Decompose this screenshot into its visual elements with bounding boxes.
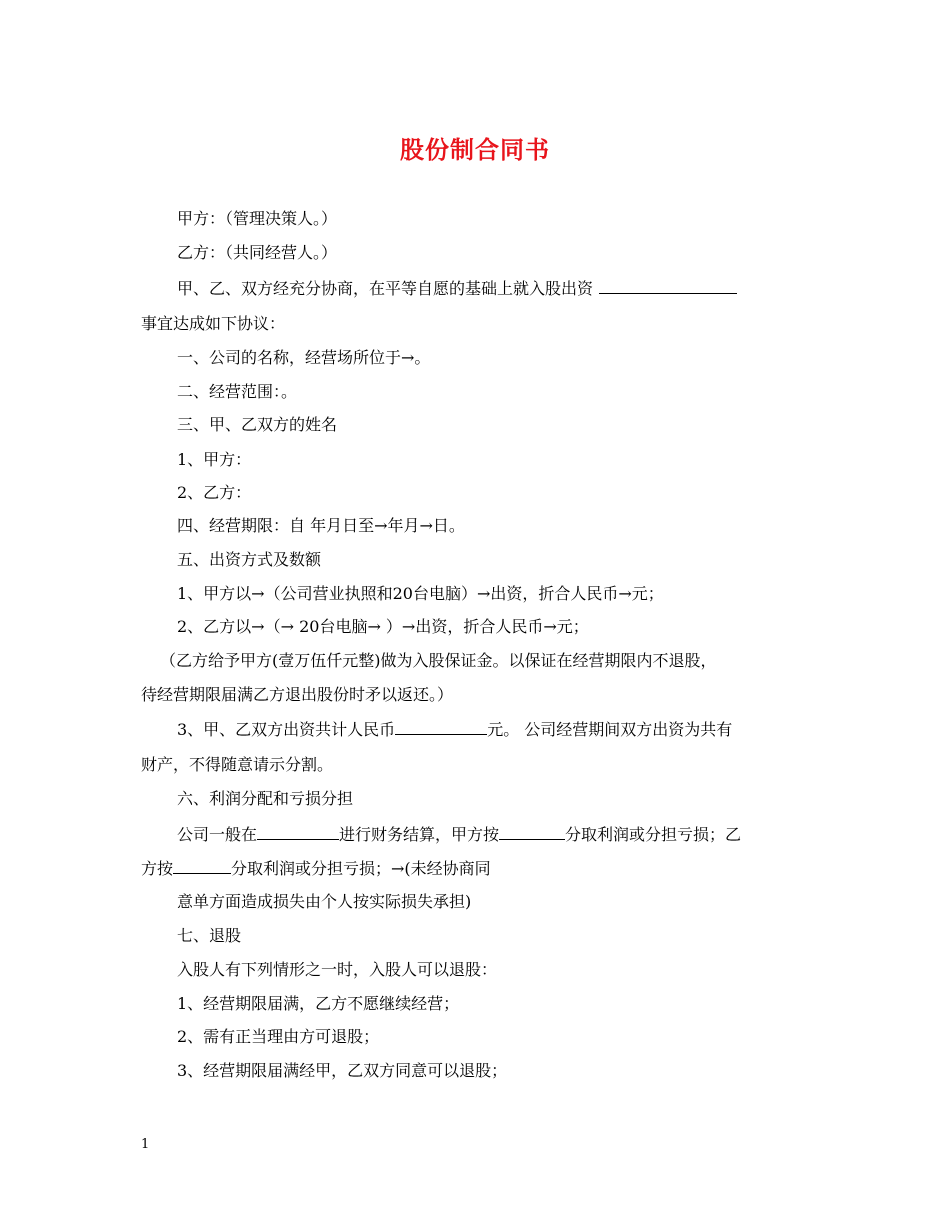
settlement-period-blank bbox=[257, 823, 339, 840]
clause-2: 二、经营范围：。 bbox=[177, 382, 298, 401]
party-b-share-blank bbox=[173, 857, 231, 874]
intro-paragraph-line1 bbox=[177, 277, 737, 300]
intro-text: 甲、乙、双方经充分协商，在平等自愿的基础上就入股出资 bbox=[177, 279, 594, 298]
clause-7-item-3: 3、经营期限届满经甲，乙双方同意可以退股； bbox=[177, 1061, 508, 1080]
settlement-text-2: 进行财务结算，甲方按 bbox=[339, 825, 500, 844]
total-capital-text: 3、甲、乙双方出资共计人民币 bbox=[177, 720, 396, 739]
page-number: 1 bbox=[141, 1137, 150, 1152]
clause-6-body-line1 bbox=[177, 823, 741, 846]
total-capital-text-2: 元。 公司经营期间双方出资为共有 bbox=[487, 720, 733, 739]
total-capital-blank bbox=[395, 718, 487, 735]
clause-1: 一、公司的名称，经营场所位于→。 bbox=[177, 348, 431, 367]
clause-7-heading: 七、退股 bbox=[177, 926, 242, 945]
clause-3-heading: 三、甲、乙双方的姓名 bbox=[177, 415, 338, 434]
deposit-note-line1: （乙方给予甲方(壹万伍仟元整)做为入股保证金。以保证在经营期限内不退股， bbox=[160, 651, 717, 670]
party-a-share-blank bbox=[499, 823, 565, 840]
settlement-text-1: 公司一般在 bbox=[177, 825, 258, 844]
clause-7-item-2: 2、需有正当理由方可退股； bbox=[177, 1027, 380, 1046]
intro-paragraph-line2: 事宜达成如下协议： bbox=[141, 314, 286, 333]
clause-7-intro: 入股人有下列情形之一时，入股人可以退股： bbox=[177, 960, 498, 979]
party-b-line: 乙方：（共同经营人。） bbox=[177, 243, 338, 262]
clause-6-body-line3: 意单方面造成损失由个人按实际损失承担) bbox=[177, 892, 472, 911]
document-title: 股份制合同书 bbox=[400, 135, 550, 164]
clause-3-item-1: 1、甲方： bbox=[177, 450, 252, 469]
clause-5-item-3-line1 bbox=[177, 718, 732, 741]
party-a-line: 甲方：（管理决策人。） bbox=[177, 209, 338, 228]
clause-5-item-1: 1、甲方以→（公司营业执照和20台电脑）→出资，折合人民币→元； bbox=[177, 584, 664, 603]
clause-5-item-2: 2、乙方以→（→ 20台电脑→ ）→出资，折合人民币→元； bbox=[177, 617, 589, 636]
party-b-share-text-1: 方按 bbox=[141, 859, 174, 878]
clause-4: 四、经营期限：自 年月日至→年月→日。 bbox=[177, 516, 465, 535]
clause-5-heading: 五、出资方式及数额 bbox=[177, 550, 322, 569]
clause-6-body-line2 bbox=[141, 857, 491, 880]
clause-7-item-1: 1、经营期限届满，乙方不愿继续经营； bbox=[177, 994, 460, 1013]
investment-blank bbox=[599, 277, 737, 294]
clause-3-item-2: 2、乙方： bbox=[177, 483, 252, 502]
clause-5-item-3-line2: 财产，不得随意请示分割。 bbox=[141, 755, 334, 774]
deposit-note-line2: 待经营期限届满乙方退出股份时矛以返还。） bbox=[141, 685, 454, 704]
settlement-text-3: 分取利润或分担亏损；乙 bbox=[565, 825, 742, 844]
party-b-share-text-2: 分取利润或分担亏损；→(未经协商同 bbox=[231, 859, 491, 878]
clause-6-heading: 六、利润分配和亏损分担 bbox=[177, 789, 354, 808]
